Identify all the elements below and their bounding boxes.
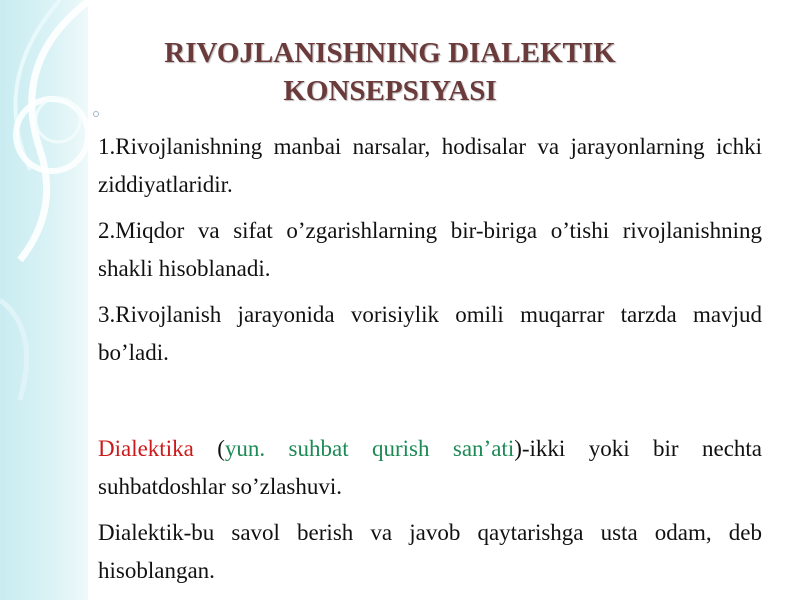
definition-term: Dialektika <box>98 436 194 461</box>
definition-etymology: yun. suhbat qurish san’ati <box>224 436 515 461</box>
title-line-2: KONSEPSIYASI <box>283 75 497 107</box>
paragraph-gap <box>98 380 762 430</box>
definition-rest: )-ikki yoki bir nechta suhbatdoshlar so’zlashuvi. <box>98 436 762 499</box>
definition-paragraph <box>98 430 762 506</box>
point-3: 3.Rivojlanish jarayonida vorisiylik omili muqarrar tarzda mavjud bo’ladi. <box>98 302 762 365</box>
last-paragraph: Dialektik-bu savol berish va javob qaytarishga usta odam, deb hisoblangan. <box>98 520 762 583</box>
slide-body <box>98 128 762 598</box>
title-line-1: RIVOJLANISHNING DIALEKTIK <box>164 37 616 69</box>
bullet-dot <box>93 111 99 117</box>
point-1: 1.Rivojlanishning manbai narsalar, hodisalar va jarayonlarning ichki ziddiyatlaridir. <box>98 134 762 197</box>
slide-title <box>110 34 670 110</box>
point-2: 2.Miqdor va sifat o’zgarishlarning bir-biriga o’tishi rivojlanishning shakli hisoblanadi. <box>98 218 762 281</box>
definition-open-paren: ( <box>193 436 225 461</box>
